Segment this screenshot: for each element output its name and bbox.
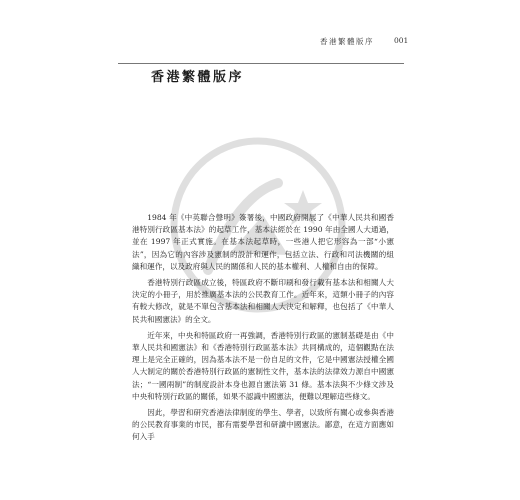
header-rule	[118, 63, 404, 64]
paragraph: 近年來，中央和特區政府一再強調，香港特別行政區的憲制基礎是由《中華人民共和國憲法》和《香港特別行政區基本法》共同構成的，這個觀點在法理上是完全正確的，因為基本法不是一份自足的文件，它是中國憲法授權全國人大制定的關於香港特別行政區的憲制性文件，基本法的法律效力源自中國憲法；“一國兩制”的制度設計本身也源自憲法第 31 條。基本法與不少條文涉及中央和特別行政區的關係，如果不認識中國憲法，便難以理解這些條文。	[132, 330, 394, 401]
body-text	[132, 212, 394, 448]
paragraph: 香港特別行政區成立後，特區政府不斷印刷和發行載有基本法和相關人大決定的小冊子，用於推廣基本法的公民教育工作。近年來，這類小冊子的內容有較大修改，就是不單包含基本法和相關人大決定和解釋，也包括了《中華人民共和國憲法》的全文。	[132, 278, 394, 324]
page-number: 001	[394, 36, 409, 45]
paragraph: 1984 年《中英聯合聲明》簽署後，中國政府開展了《中華人民共和國香港特別行政區基本法》的起草工作，基本法經於在 1990 年由全國人大通過，並在 1997 年正式實施。在基本法起草時，一些港人把它形容為一部“小憲法”，因為它的內容涉及憲制的設計和運作，包括立法、行政和司法機關的組織和運作，以及政府與人民的關係和人民的基本權利、人權和自由的保障。	[132, 213, 394, 271]
running-head: 香港繁體版序	[320, 37, 374, 46]
chapter-title: 香港繁體版序	[151, 70, 245, 85]
paragraph: 因此，學習和研究香港法律制度的學生、學者，以致所有關心或參與香港的公民教育事業的市民，都有需要學習和研讀中國憲法。鄙意，在這方面應如何入手	[132, 408, 394, 442]
